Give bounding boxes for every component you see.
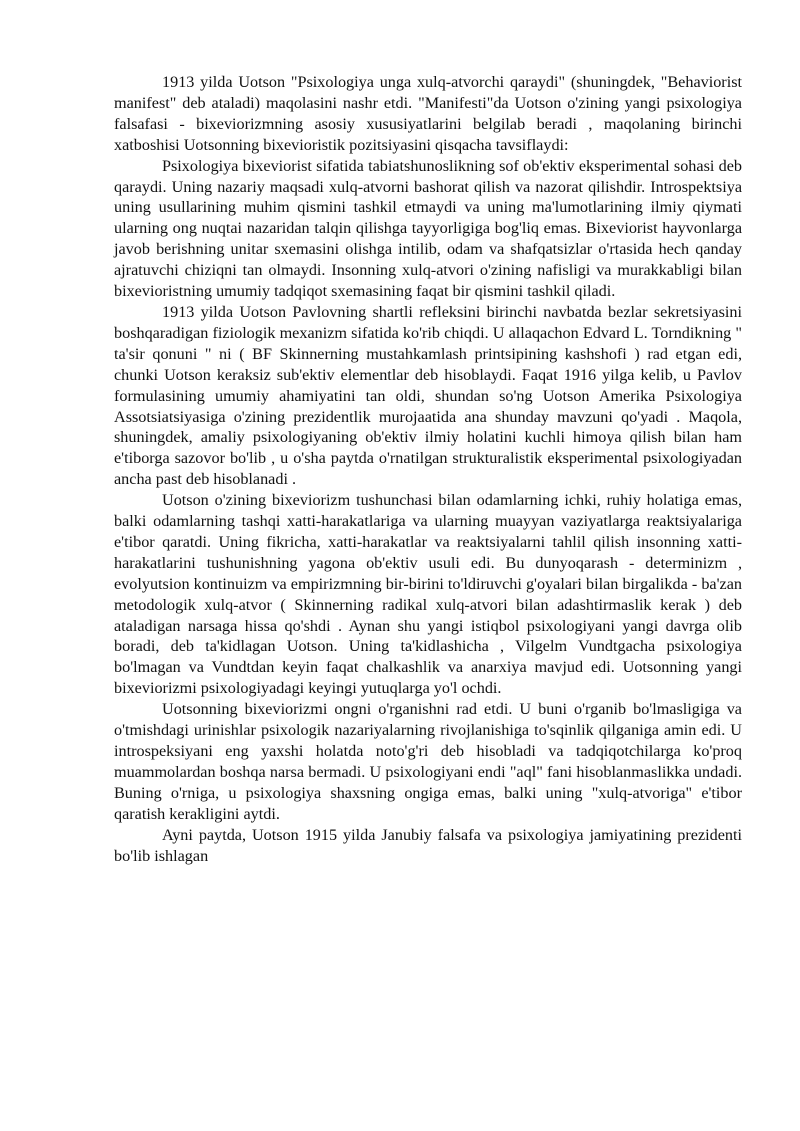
paragraph-southern-society: Ayni paytda, Uotson 1915 yilda Janubiy falsafa va psixologiya jamiyatining prezidenti bo'lib ishlagan bbox=[114, 825, 742, 865]
paragraph-pavlov-reflex: 1913 yilda Uotson Pavlovning shartli refleksini birinchi navbatda bezlar sekretsiyasini boshqaradigan fiziologik mexanizm sifatida ko'rib chiqdi. U allaqachon Edvard L. Torndikning " ta'sir qonuni " ni ( BF Skinnerning mustahkamlash printsipining kashshofi ) rad etgan edi, chunki Uotson keraksiz sub'ektiv elementlar deb hisoblaydi. Faqat 1916 yilga kelib, u Pavlov formulasining umumiy ahamiyatini tan oldi, shundan so'ng Uotson Amerika Psixologiya Assotsiatsiyasiga o'zining prezidentlik murojaatida ana shunday mavzuni qo'yadi . Maqola, shuningdek, amaliy psixologiyaning ob'ektiv ilmiy holatini kuchli himoya qilish bilan ham e'tiborga sazovor bo'lib , u o'sha paytda o'rnatilgan strukturalistik eksperimental psixologiyadan ancha past deb hisoblanadi . bbox=[114, 302, 742, 489]
paragraph-behaviorist-quote: Psixologiya bixeviorist sifatida tabiatshunoslikning sof ob'ektiv eksperimental sohasi deb qaraydi. Uning nazariy maqsadi xulq-atvorni bashorat qilish va nazorat qilishdir. Introspektsiya uning usullarining muhim qismini tashkil etmaydi va uning ma'lumotlarining ilmiy qiymati ularning ong nuqtai nazaridan talqin qilishga tayyorligiga bog'liq emas. Bixeviorist hayvonlarga javob berishning unitar sxemasini olishga intilib, odam va shafqatsizlar o'rtasida hech qanday ajratuvchi chiziqni tan olmaydi. Insonning xulq-atvori o'zining nafisligi va murakkabligi bilan bixevioristning umumiy tadqiqot sxemasining faqat bir qismini tashkil qiladi. bbox=[114, 156, 742, 301]
paragraph-manifesto-intro: 1913 yilda Uotson "Psixologiya unga xulq-atvorchi qaraydi" (shuningdek, "Behaviorist manifest" deb ataladi) maqolasini nashr etdi. "Manifesti"da Uotson o'zining yangi psixologiya falsafasi - bixeviorizmning asosiy xususiyatlarini belgilab beradi , maqolaning birinchi xatboshisi Uotsonning bixevioristik pozitsiyasini qisqacha tavsiflaydi: bbox=[114, 73, 742, 154]
paragraph-rejecting-consciousness: Uotsonning bixeviorizmi ongni o'rganishni rad etdi. U buni o'rganib bo'lmasligiga va o'tmishdagi urinishlar psixologik nazariyalarning rivojlanishiga to'sqinlik qilganiga amin edi. U introspeksiyani eng yaxshi holatda noto'g'ri deb hisobladi va tadqiqotchilarga ko'proq muammolardan boshqa narsa bermadi. U psixologiyani endi "aql" fani hisoblanmaslikka undadi. Buning o'rniga, u psixologiya shaxsning ongiga emas, balki uning "xulq-atvoriga" e'tibor qaratish kerakligini aytdi. bbox=[114, 700, 742, 823]
paragraph-behaviorism-concept: Uotson o'zining bixeviorizm tushunchasi bilan odamlarning ichki, ruhiy holatiga emas, balki odamlarning tashqi xatti-harakatlariga va ularning muayyan vaziyatlarga reaktsiyalariga e'tibor qaratdi. Uning fikricha, xatti-harakatlar va reaktsiyalarni tahlil qilish insonning xatti-harakatlarini tushunishning yagona ob'ektiv usuli edi. Bu dunyoqarash - determinizm , evolyutsion kontinuizm va empirizmning bir-birini to'ldiruvchi g'oyalari bilan birgalikda - ba'zan metodologik xulq-atvor ( Skinnerning radikal xulq-atvori bilan adashtirmaslik kerak ) deb ataladigan narsaga hissa qo'shdi . Aynan shu yangi istiqbol psixologiyani yangi davrga olib boradi, deb ta'kidlagan Uotson. Uning ta'kidlashicha , Vilgelm Vundtgacha psixologiya bo'lmagan va Vundtdan keyin faqat chalkashlik va anarxiya mavjud edi. Uotsonning yangi bixeviorizmi psixologiyadagi keyingi yutuqlarga yo'l ochdi. bbox=[114, 491, 742, 698]
document-page bbox=[114, 72, 742, 866]
